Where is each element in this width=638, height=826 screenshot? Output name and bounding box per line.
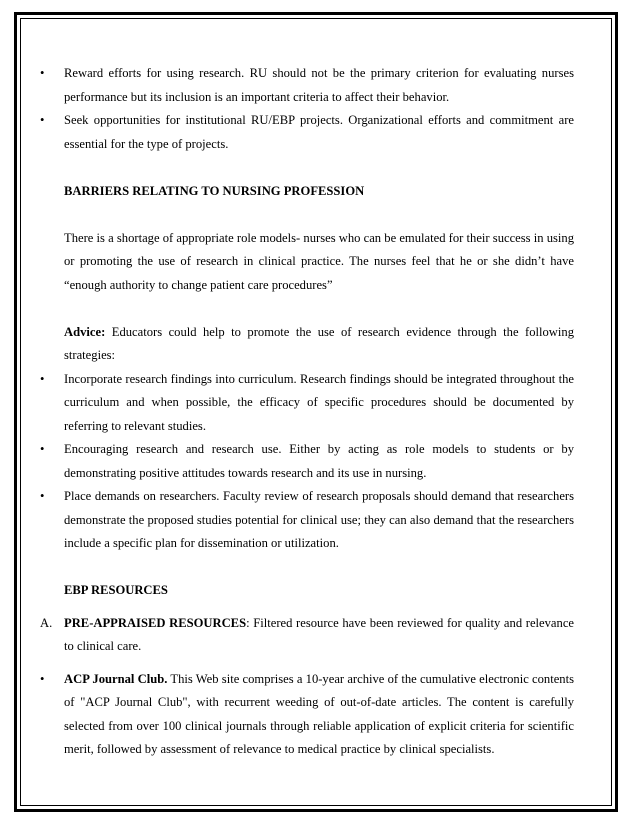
section-heading-ebp: EBP RESOURCES bbox=[64, 583, 168, 597]
bullet-item bbox=[40, 109, 574, 156]
section-heading-barriers: BARRIERS RELATING TO NURSING PROFESSION bbox=[64, 183, 365, 198]
section-a-text: : Filtered resource have been reviewed for quality and relevance to clinical care. bbox=[64, 615, 574, 653]
bullet-icon: • bbox=[40, 442, 45, 456]
acp-label: ACP Journal Club. bbox=[64, 671, 168, 686]
section-a-marker: A. bbox=[40, 615, 53, 630]
bullet-text: Place demands on researchers. Faculty review of research proposals should demand that researchers demonstrate the proposed studies potential for clinical use; they can also demand that the researchers include a specific plan for dissemination or utilization. bbox=[64, 489, 574, 550]
bullet-icon: • bbox=[40, 113, 45, 127]
section-a-paragraph bbox=[40, 612, 574, 659]
barriers-paragraph: There is a shortage of appropriate role models- nurses who can be emulated for their success in using or promoting the use of research in clinical practice. The nurses feel that he or she didn’t have “enough authority to change patient care procedures” bbox=[64, 230, 574, 292]
bullet-text: Reward efforts for using research. RU should not be the primary criterion for evaluating nurses performance but its inclusion is an important criteria to affect their behavior. bbox=[64, 66, 574, 104]
acp-text: This Web site comprises a 10-year archive of the cumulative electronic contents of "ACP Journal Club", with recurrent weeding of out-of-date articles. The content is carefully selected from over 100 clinical journals through reliable application of explicit criteria for scientific merit, followed by assessment of relevance to medical practice by clinical specialists. bbox=[64, 671, 574, 756]
advice-paragraph bbox=[40, 321, 574, 368]
bullet-icon: • bbox=[40, 371, 45, 386]
document-body bbox=[40, 62, 574, 762]
advice-label: Advice: bbox=[64, 324, 106, 339]
bullet-icon: • bbox=[40, 489, 45, 503]
bullet-item bbox=[40, 438, 574, 485]
bullet-text: Seek opportunities for institutional RU/EBP projects. Organizational efforts and commitment are essential for the type of projects. bbox=[64, 113, 574, 151]
bullet-text: Encouraging research and research use. Either by acting as role models to students or by demonstrating positive attitudes towards research and its use in nursing. bbox=[64, 442, 574, 480]
bullet-item bbox=[40, 62, 574, 109]
bullet-text: Incorporate research findings into curriculum. Research findings should be integrated throughout the curriculum and when possible, the efficacy of specific procedures should be documented by referring to relevant studies. bbox=[64, 371, 574, 433]
bullet-item-acp bbox=[40, 668, 574, 762]
advice-text: Educators could help to promote the use of research evidence through the following strategies: bbox=[64, 324, 574, 362]
bullet-icon: • bbox=[40, 66, 45, 80]
bullet-item bbox=[40, 485, 574, 556]
bullet-icon: • bbox=[40, 671, 45, 686]
bullet-item bbox=[40, 368, 574, 439]
section-a-label: PRE-APPRAISED RESOURCES bbox=[64, 615, 247, 630]
